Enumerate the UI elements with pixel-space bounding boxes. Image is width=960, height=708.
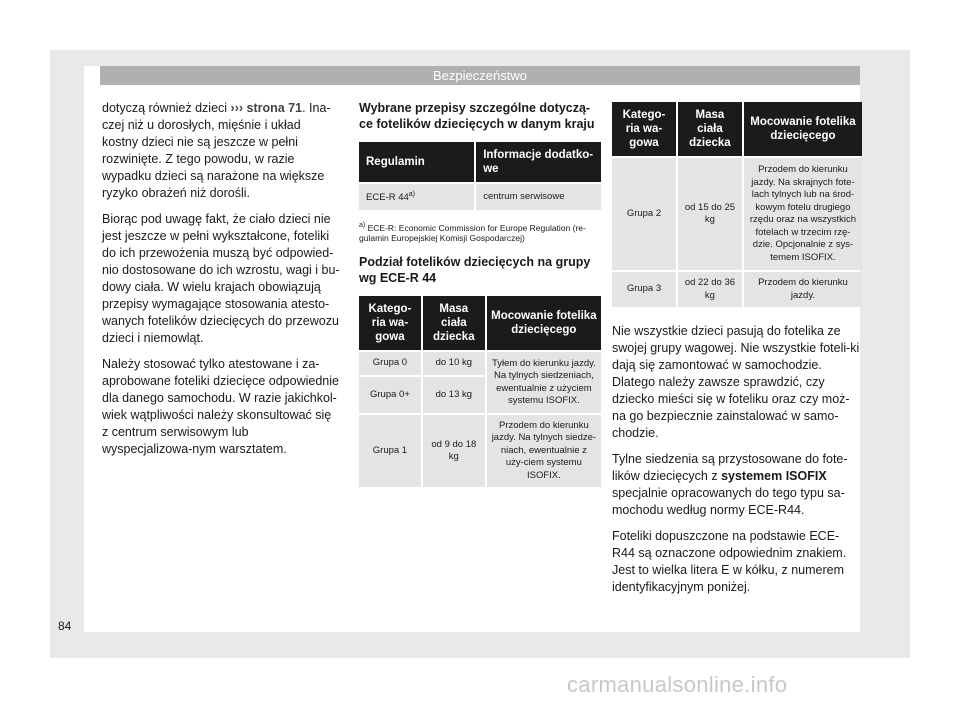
table-header: Regulamin bbox=[359, 142, 474, 182]
page-number: 84 bbox=[58, 619, 72, 633]
table-cell: Przodem do kierunku jazdy. Na skrajnych fote-lach tylnych lub na środ-kowym fotelu drugiego rzędu oraz na wszystkich fotelach w trzecim rzę-dzie. Opcjonalnie z sys-temem ISOFIX. bbox=[744, 158, 862, 270]
page-reference-link[interactable]: ››› strona 71 bbox=[230, 101, 303, 115]
paragraph-text: specjalnie opracowanych do tego typu sa-mochodu według normy ECE-R44. bbox=[612, 486, 845, 517]
table-cell: centrum serwisowe bbox=[476, 184, 601, 210]
table-cell: Tyłem do kierunku jazdy. Na tylnych siedzeniach, ewentualnie z użyciem systemu ISOFIX. bbox=[487, 352, 601, 413]
table-header-row bbox=[612, 102, 862, 156]
table-cell: od 9 do 18 kg bbox=[423, 415, 485, 488]
section-header: Bezpieczeństwo bbox=[100, 66, 860, 85]
table-row bbox=[612, 158, 862, 270]
table-header-row bbox=[359, 296, 601, 350]
paragraph-text: . Ina-czej niż u dorosłych, mięśnie i układ kostny dzieci nie są jeszcze w pełni rozwinięte. Z tego powodu, w razie wypadku dzieci są narażone na większe ryzyko obrażeń niż dorośli. bbox=[102, 101, 331, 200]
table-cell: Grupa 2 bbox=[612, 158, 676, 270]
paragraph: Biorąc pod uwagę fakt, że ciało dzieci nie jest jeszcze w pełni wykształcone, foteliki do ich przewożenia muszą być odpowied-nio dostosowane do ich wzrostu, wagi i bu-dowy ciała. W wielu krajach obowiązują przepisy wymagające stosowania atesto-wanych fotelików dziecięcych do przewozu dzieci i niemowląt. bbox=[102, 212, 340, 345]
paragraph bbox=[612, 451, 862, 519]
weight-groups-table bbox=[357, 294, 603, 489]
paragraph: Nie wszystkie dzieci pasują do fotelika ze swojej grupy wagowej. Nie wszystkie foteli-ki dają się zamontować w samochodzie. Dlatego należy zawsze sprawdzić, czy dziecko mieści się w foteliku oraz czy moż-na go bezpiecznie zainstalować w samo-chodzie. bbox=[612, 324, 860, 440]
table-cell: od 22 do 36 kg bbox=[678, 272, 742, 307]
table-cell: do 10 kg bbox=[423, 352, 485, 375]
table-cell: Grupa 1 bbox=[359, 415, 421, 488]
table-header: Masa ciała dziecka bbox=[678, 102, 742, 156]
weight-groups-table-continued bbox=[610, 100, 864, 309]
table-cell bbox=[359, 184, 474, 210]
watermark: carmanualsonline.info bbox=[567, 672, 788, 697]
text-column-1 bbox=[102, 100, 340, 467]
section-heading: Wybrane przepisy szczególne dotyczą-ce fotelików dziecięcych w danym kraju bbox=[359, 101, 595, 131]
table-header-row bbox=[359, 142, 601, 182]
section-heading: Podział fotelików dziecięcych na grupy wg ECE-R 44 bbox=[359, 255, 591, 286]
paragraph-text: dotyczą również dzieci bbox=[102, 101, 231, 115]
paragraph-text: Tylne siedzenia są przystosowane do fote-lików dziecięcych z bbox=[612, 452, 848, 483]
table-cell: od 15 do 25 kg bbox=[678, 158, 742, 270]
table-header: Katego-ria wa-gowa bbox=[359, 296, 421, 350]
footnote-marker: a) bbox=[408, 191, 415, 198]
paragraph: Należy stosować tylko atestowane i za-aprobowane foteliki dziecięce odpowiednie dla danego samochodu. W razie jakichkol-wiek wątpliwości należy skonsultować się z centrum serwisowym lub wyspecjalizowa-nym warsztatem. bbox=[102, 357, 339, 456]
footnote bbox=[359, 220, 601, 245]
text-column-2 bbox=[359, 100, 601, 489]
table-cell: Przodem do kierunku jazdy. bbox=[744, 272, 862, 307]
emphasis-text: systemem ISOFIX bbox=[721, 469, 827, 483]
paragraph bbox=[102, 100, 340, 202]
table-cell: Grupa 0+ bbox=[359, 377, 421, 413]
text-column-3 bbox=[612, 100, 862, 605]
footnote-text: ECE-R: Economic Commission for Europe Regulation (re-gulamin Europejskiej Komisji Gospodarczej) bbox=[359, 222, 586, 244]
table-header: Masa ciała dziecka bbox=[423, 296, 485, 350]
table-header: Informacje dodatko-we bbox=[476, 142, 601, 182]
paragraph: Foteliki dopuszczone na podstawie ECE-R44 są oznaczone odpowiednim znakiem. Jest to wielka litera E w kółku, z numerem identyfikacyjnym poniżej. bbox=[612, 529, 847, 594]
table-cell: do 13 kg bbox=[423, 377, 485, 413]
footnote-marker: a) bbox=[359, 221, 366, 229]
table-header: Mocowanie fotelika dziecięcego bbox=[744, 102, 862, 156]
table-row bbox=[612, 272, 862, 307]
table-cell: Grupa 3 bbox=[612, 272, 676, 307]
table-row bbox=[359, 352, 601, 375]
table-row bbox=[359, 184, 601, 210]
regulation-table bbox=[357, 140, 603, 212]
table-cell: Przodem do kierunku jazdy. Na tylnych siedze-niach, ewentualnie z uży-ciem systemu ISOFIX. bbox=[487, 415, 601, 488]
table-cell: Grupa 0 bbox=[359, 352, 421, 375]
table-header: Mocowanie fotelika dziecięcego bbox=[487, 296, 601, 350]
table-header: Katego-ria wa-gowa bbox=[612, 102, 676, 156]
cell-text: ECE-R 44 bbox=[366, 192, 409, 204]
table-row bbox=[359, 415, 601, 488]
